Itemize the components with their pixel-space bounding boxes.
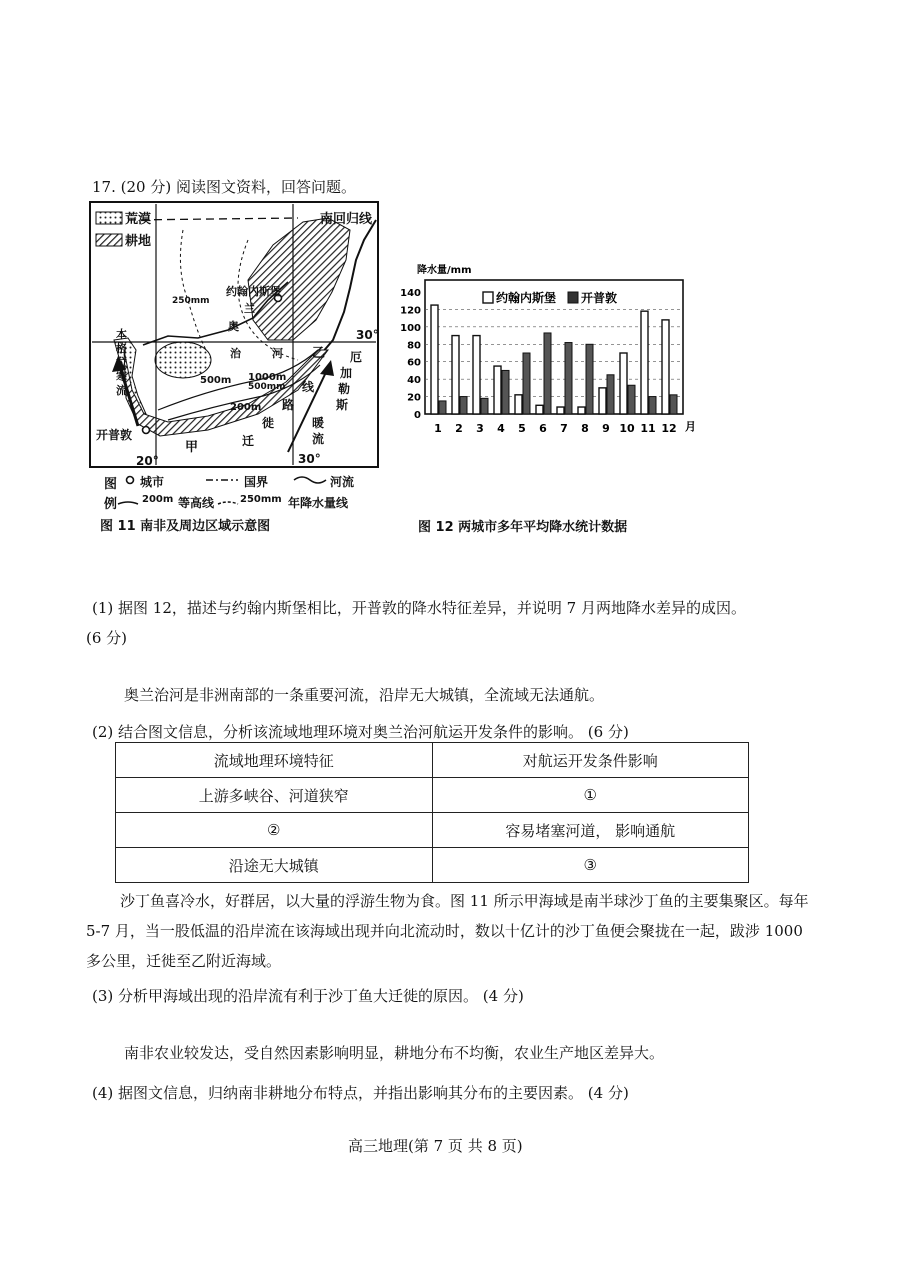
table-cell: ③ xyxy=(432,848,749,883)
bar-capetown xyxy=(607,375,614,414)
agulhas-char: 加 xyxy=(340,366,353,380)
y-tick-label: 140 xyxy=(400,288,421,299)
x-tick-label: 1 xyxy=(434,422,442,435)
bar-capetown xyxy=(523,353,530,414)
benguela-char: 寒 xyxy=(116,370,127,383)
bar-capetown xyxy=(565,343,572,414)
x-tick-label: 3 xyxy=(476,422,484,435)
legend-isohyet-sample: 250mm xyxy=(240,494,282,505)
agriculture-paragraph: 南非农业较发达，受自然因素影响明显，耕地分布不均衡，农业生产地区差异大。 xyxy=(124,1044,665,1062)
bar-capetown xyxy=(628,385,635,414)
table-header-cell: 对航运开发条件影响 xyxy=(432,743,749,778)
benguela-char: 格 xyxy=(116,342,127,355)
bar-johannesburg xyxy=(536,405,543,414)
contour-200-label: 200m xyxy=(230,402,262,413)
table-cell: ② xyxy=(116,813,433,848)
table-row xyxy=(116,848,749,883)
tropic-label: 南回归线 xyxy=(320,212,373,227)
yi-label: 乙 xyxy=(312,346,326,361)
y-tick-label: 40 xyxy=(407,375,421,387)
y-tick-label: 0 xyxy=(414,410,421,421)
table-cell: ① xyxy=(432,778,749,813)
x-tick-label: 11 xyxy=(640,422,656,435)
table-header-cell: 流域地理环境特征 xyxy=(116,743,433,778)
isohyet-500-label: 500mm xyxy=(248,382,286,392)
bar-johannesburg xyxy=(662,320,669,414)
orange-river-char: 奥 xyxy=(228,320,239,333)
lon-30-label: 30° xyxy=(298,452,321,466)
legend-farmland-label: 耕地 xyxy=(125,234,152,249)
bar-capetown xyxy=(502,370,509,414)
legend-capetown-label: 开普敦 xyxy=(581,291,618,305)
bar-capetown xyxy=(439,401,446,414)
x-tick-label: 2 xyxy=(455,422,463,435)
legend-johannesburg-label: 约翰内斯堡 xyxy=(496,291,557,305)
sardine-paragraph: 沙丁鱼喜冷水，好群居，以大量的浮游生物为食。图 11 所示甲海域是南半球沙丁鱼的主要集聚区。每年 5-7 月，当一股低温的沿岸流在该海域出现并向北流动时，数以十亿计的沙丁鱼便会聚拢在一起，跋涉 1000 多公里，迁徙至乙附近海域。 xyxy=(86,892,809,970)
bar-johannesburg xyxy=(515,395,522,414)
chart-caption: 图 12 两城市多年平均降水统计数据 xyxy=(418,520,628,535)
legend-isohyet-label: 年降水量线 xyxy=(288,496,349,510)
x-tick-label: 8 xyxy=(581,422,589,435)
x-tick-label: 10 xyxy=(619,422,635,435)
table-cell: 沿途无大城镇 xyxy=(116,848,433,883)
y-tick-label: 60 xyxy=(407,357,421,369)
bar-johannesburg xyxy=(620,353,627,414)
x-tick-label: 5 xyxy=(518,422,526,435)
y-axis-label: 降水量/mm xyxy=(417,265,472,276)
agulhas-char: 厄 xyxy=(350,350,363,364)
benguela-char: 拉 xyxy=(116,356,127,369)
bar-capetown xyxy=(460,397,467,414)
table-cell: 上游多峡谷、河道狭窄 xyxy=(116,778,433,813)
q1-text: (1) 据图 12，描述与约翰内斯堡相比，开普敦的降水特征差异，并说明 7 月两地降水差异的成因。 xyxy=(92,599,746,617)
y-tick-label: 120 xyxy=(400,305,421,317)
contour-500-label: 500m xyxy=(200,375,232,386)
agulhas-char: 勒 xyxy=(338,382,351,396)
bar-johannesburg xyxy=(452,336,459,414)
analysis-table xyxy=(115,742,749,883)
x-tick-label: 12 xyxy=(661,422,677,435)
benguela-char: 本 xyxy=(116,328,127,341)
bar-capetown xyxy=(544,333,551,414)
orange-river-char: 兰 xyxy=(244,302,255,315)
isohyet-250-label: 250mm xyxy=(172,296,210,306)
agulhas-char: 流 xyxy=(312,432,325,446)
precipitation-chart xyxy=(395,262,700,440)
agulhas-char: 斯 xyxy=(336,398,349,412)
bar-johannesburg xyxy=(599,388,606,414)
legend-farmland-swatch xyxy=(96,234,122,246)
orange-river-paragraph: 奥兰治河是非洲南部的一条重要河流，沿岸无大城镇，全流域无法通航。 xyxy=(124,686,605,704)
q3-text: (3) 分析甲海域出现的沿岸流有利于沙丁鱼大迁徙的原因。 (4 分) xyxy=(92,987,524,1005)
route-char: 线 xyxy=(302,380,315,394)
lat-30-label: 30° xyxy=(356,328,379,342)
bar-johannesburg xyxy=(473,336,480,414)
legend-city-label: 城市 xyxy=(140,475,165,489)
legend-river-label: 河流 xyxy=(330,475,355,489)
y-tick-label: 20 xyxy=(407,392,421,404)
bar-johannesburg xyxy=(578,407,585,414)
x-tick-label: 9 xyxy=(602,422,610,435)
bar-johannesburg xyxy=(494,366,501,414)
bar-johannesburg xyxy=(641,311,648,414)
bar-capetown xyxy=(649,397,656,414)
route-char: 迁 xyxy=(242,434,255,448)
table-row xyxy=(116,778,749,813)
y-tick-label: 80 xyxy=(407,340,421,352)
y-tick-label: 100 xyxy=(400,322,421,334)
legend-capetown-swatch xyxy=(568,292,578,303)
capetown-label: 开普敦 xyxy=(96,428,133,442)
q4-text: (4) 据图文信息，归纳南非耕地分布特点，并指出影响其分布的主要因素。 (4 分) xyxy=(92,1084,629,1102)
benguela-char: 流 xyxy=(116,384,127,397)
table-header-row xyxy=(116,743,749,778)
bar-capetown xyxy=(481,398,488,414)
legend-contour-sample: 200m xyxy=(142,494,174,505)
x-tick-label: 4 xyxy=(497,422,505,435)
legend-title: 例 xyxy=(104,497,118,512)
x-unit-label: 月 xyxy=(685,420,696,433)
orange-river-char: 河 xyxy=(272,347,283,360)
orange-river-char: 治 xyxy=(230,347,241,360)
lon-20-label: 20° xyxy=(136,454,159,468)
question-header: 17. (20 分) 阅读图文资料，回答问题。 xyxy=(92,178,356,196)
bar-capetown xyxy=(670,395,677,414)
legend-johannesburg-swatch xyxy=(483,292,493,303)
legend-border-label: 国界 xyxy=(244,475,269,489)
jia-label: 甲 xyxy=(185,440,199,455)
bar-capetown xyxy=(586,344,593,414)
legend-desert-label: 荒漠 xyxy=(125,212,152,227)
johannesburg-label: 约翰内斯堡 xyxy=(226,285,281,298)
page-footer: 高三地理(第 7 页 共 8 页) xyxy=(348,1137,523,1155)
legend-title: 图 xyxy=(104,477,118,492)
bar-johannesburg xyxy=(431,305,438,414)
map-caption: 图 11 南非及周边区域示意图 xyxy=(100,519,271,534)
table-row xyxy=(116,813,749,848)
x-tick-label: 7 xyxy=(560,422,568,435)
q1-score: (6 分) xyxy=(86,629,128,647)
table-cell: 容易堵塞河道， 影响通航 xyxy=(432,813,749,848)
bar-johannesburg xyxy=(557,407,564,414)
route-char: 徙 xyxy=(262,416,275,430)
legend-desert-swatch xyxy=(96,212,122,224)
desert-interior xyxy=(155,342,211,378)
legend-contour-label: 等高线 xyxy=(178,496,215,510)
q2-text: (2) 结合图文信息，分析该流域地理环境对奥兰治河航运开发条件的影响。 (6 分) xyxy=(92,723,629,741)
contour-1000-label: 1000m xyxy=(248,372,287,383)
x-tick-label: 6 xyxy=(539,422,547,435)
agulhas-char: 暖 xyxy=(312,416,325,430)
capetown-dot xyxy=(143,427,150,434)
route-char: 路 xyxy=(282,398,295,412)
